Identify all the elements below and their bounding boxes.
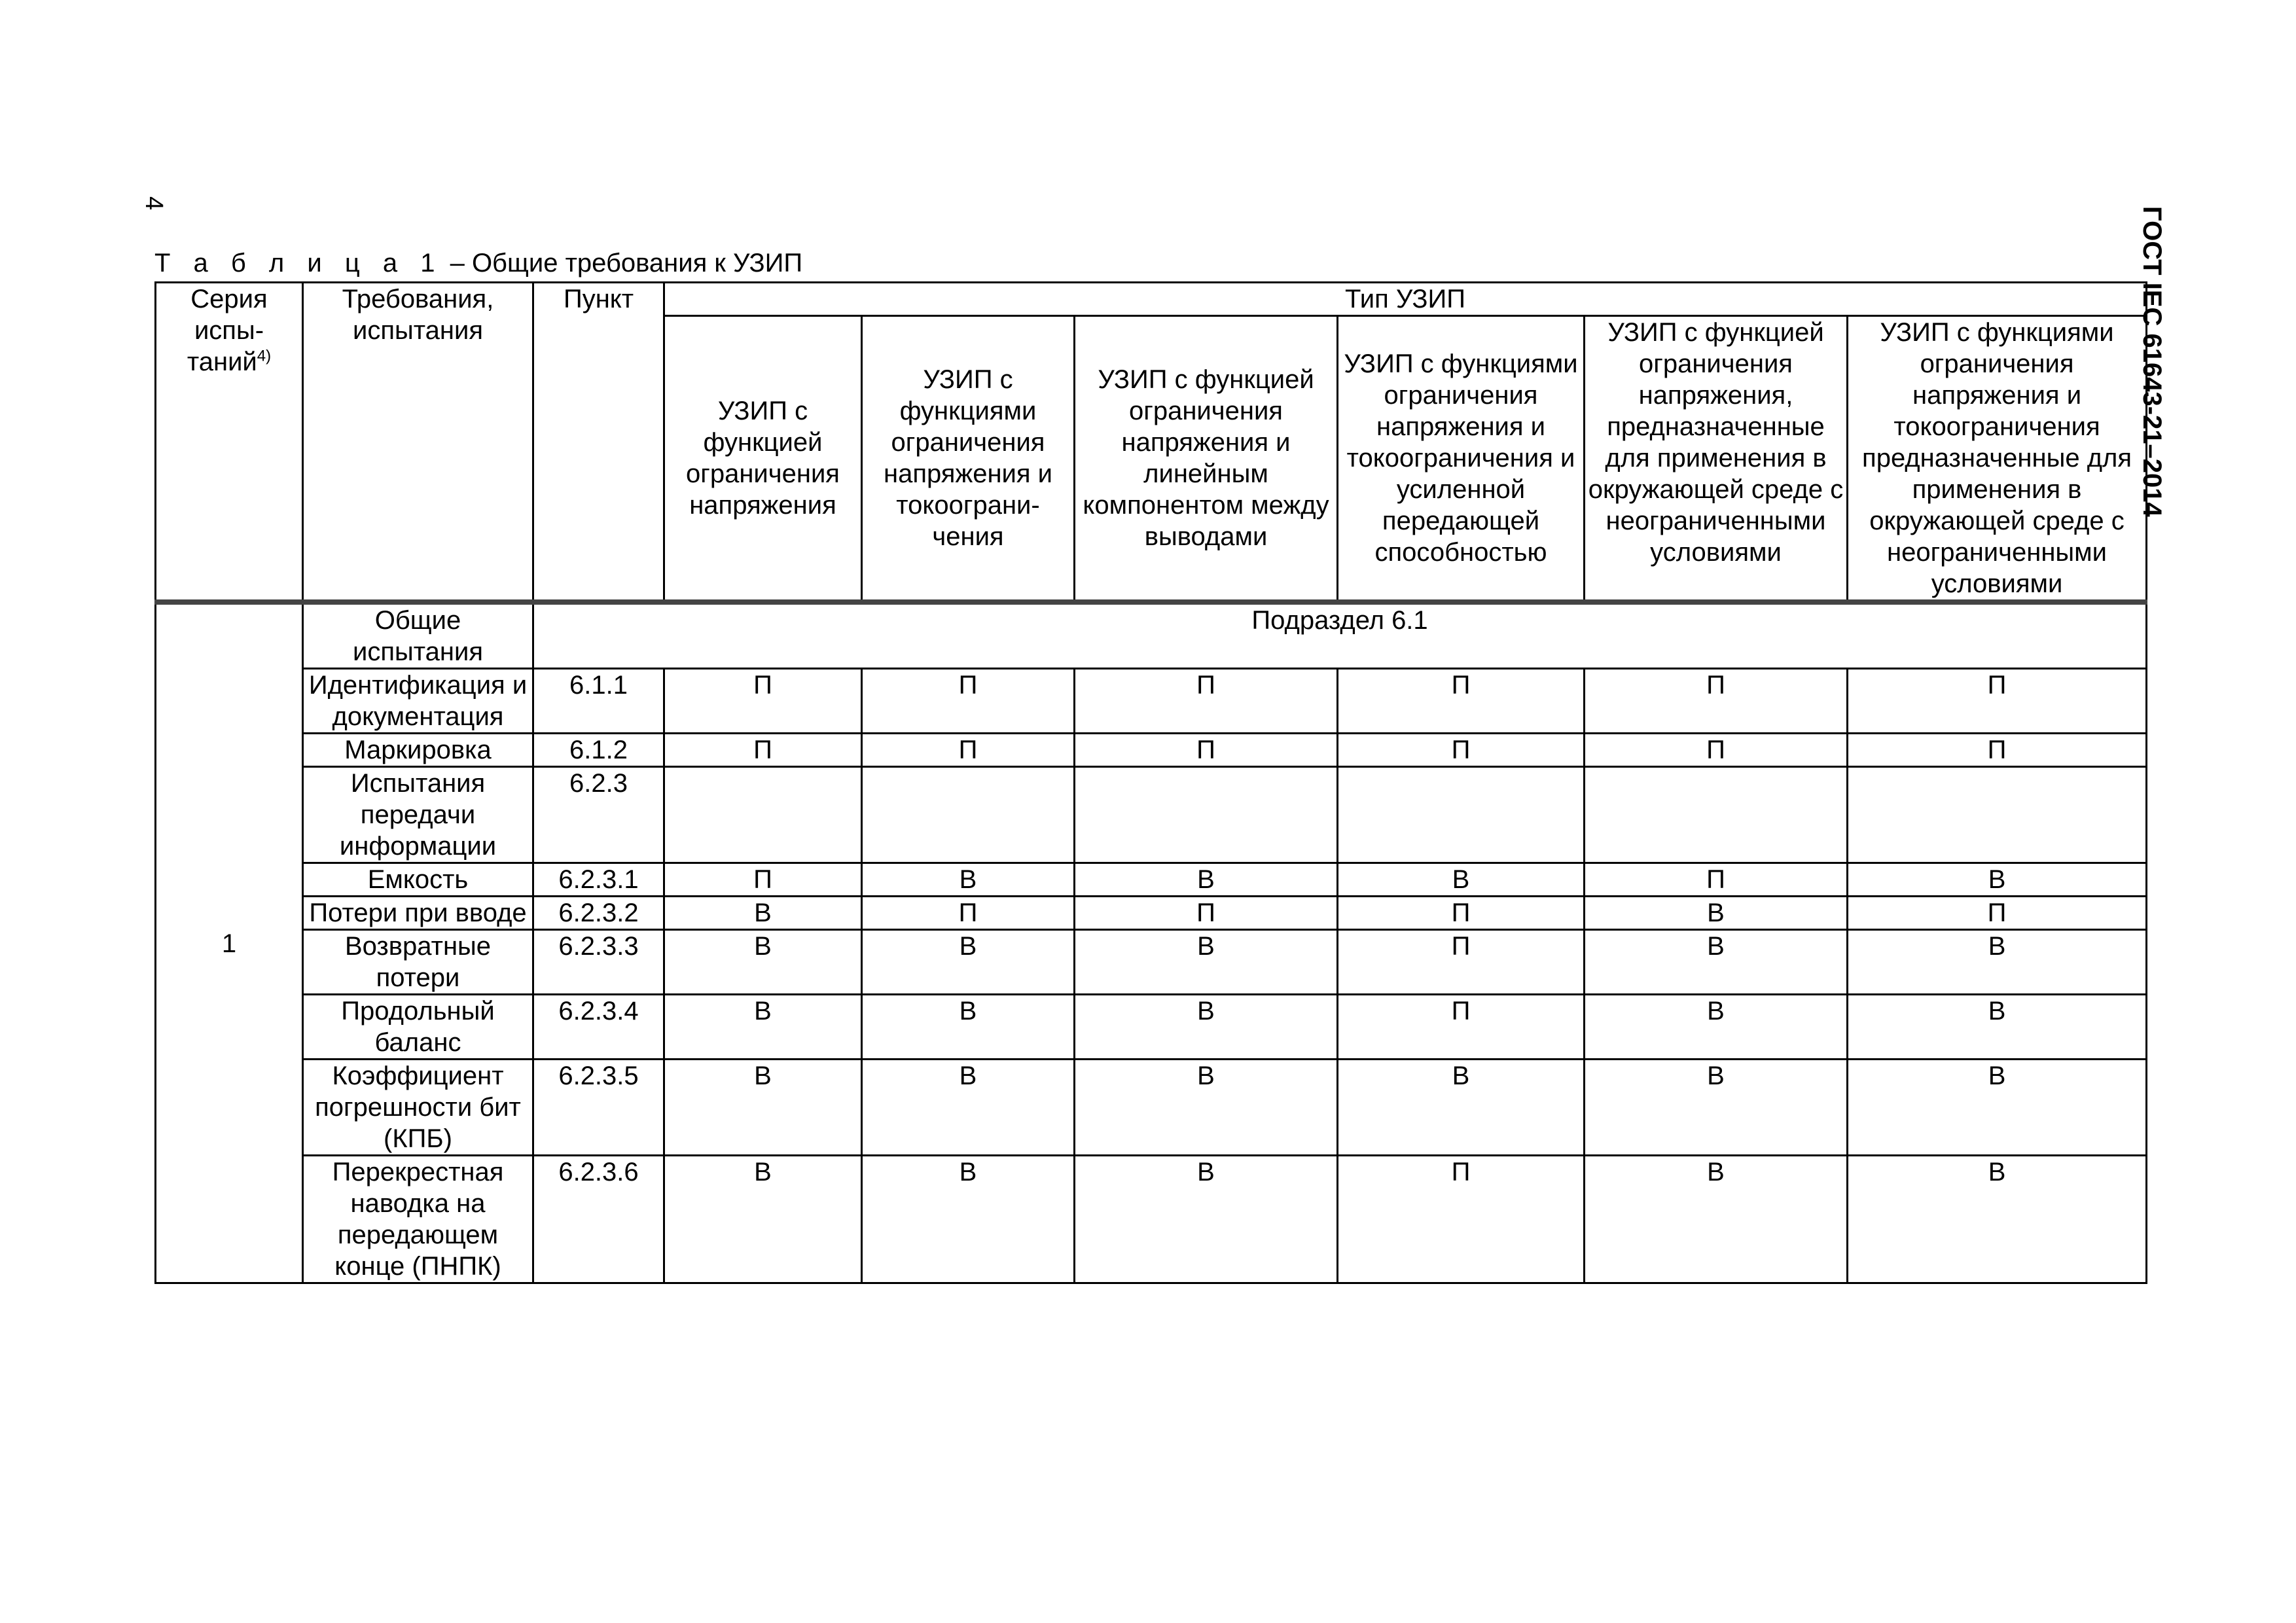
value-cell: В <box>1848 863 2147 897</box>
header-type-5: УЗИП с функцией ограничения напряжения, предназначенные для применения в окружающей среде с неограниченными условиями <box>1585 316 1848 603</box>
value-cell: В <box>1338 1060 1585 1156</box>
value-cell: В <box>1585 930 1848 995</box>
table-row <box>156 602 2147 669</box>
value-cell: П <box>1075 734 1338 767</box>
value-cell: П <box>1075 669 1338 734</box>
series-footnote-mark: 4) <box>257 347 272 365</box>
table-row <box>156 930 2147 995</box>
table-row <box>156 995 2147 1060</box>
header-type-2: УЗИП с функциями ограничения напряжения и токоограни-чения <box>862 316 1075 603</box>
table-row <box>156 734 2147 767</box>
table-row <box>156 863 2147 897</box>
value-cell: В <box>1075 1156 1338 1283</box>
document-code: ГОСТ IEC 61643-21–2014 <box>2138 206 2166 517</box>
table-title-text: – Общие требования к УЗИП <box>442 249 803 277</box>
requirement-cell: Возвратные потери <box>303 930 533 995</box>
clause-cell: 6.2.3.3 <box>533 930 664 995</box>
value-cell: В <box>862 1156 1075 1283</box>
value-cell: В <box>664 897 862 930</box>
value-cell: В <box>1585 995 1848 1060</box>
value-cell: П <box>1338 930 1585 995</box>
value-cell: В <box>862 863 1075 897</box>
value-cell: В <box>862 995 1075 1060</box>
table-row <box>156 1156 2147 1283</box>
value-cell: В <box>1848 1156 2147 1283</box>
header-type-6: УЗИП с функциями ограничения напряжения и токоограничения предназначенные для применения в окружающей среде с неограниченными условиями <box>1848 316 2147 603</box>
header-series <box>156 283 303 603</box>
clause-cell: 6.1.1 <box>533 669 664 734</box>
requirement-cell: Идентификация и документация <box>303 669 533 734</box>
value-cell <box>1848 767 2147 863</box>
table-row <box>156 1060 2147 1156</box>
value-cell: П <box>664 734 862 767</box>
header-type-1: УЗИП с функцией ограничения напряжения <box>664 316 862 603</box>
value-cell: В <box>1848 1060 2147 1156</box>
value-cell: В <box>862 1060 1075 1156</box>
value-cell: В <box>1585 1060 1848 1156</box>
value-cell: В <box>1338 863 1585 897</box>
series-cell: 1 <box>156 602 303 1283</box>
value-cell: П <box>1848 897 2147 930</box>
value-cell: В <box>1585 1156 1848 1283</box>
value-cell: П <box>1338 897 1585 930</box>
value-cell: П <box>1585 734 1848 767</box>
requirements-table <box>154 281 2147 1284</box>
requirement-cell: Потери при вводе <box>303 897 533 930</box>
value-cell: В <box>1848 930 2147 995</box>
header-series-text: Серия испы-таний <box>187 285 268 376</box>
header-type-group: Тип УЗИП <box>664 283 2147 316</box>
value-cell <box>1075 767 1338 863</box>
value-cell <box>1338 767 1585 863</box>
value-cell: В <box>1585 897 1848 930</box>
requirement-cell: Общие испытания <box>303 602 533 669</box>
value-cell: П <box>1585 669 1848 734</box>
table-title <box>154 249 802 278</box>
value-cell: П <box>1338 734 1585 767</box>
value-cell: П <box>1848 734 2147 767</box>
value-cell: П <box>1075 897 1338 930</box>
value-cell: В <box>862 930 1075 995</box>
value-cell: В <box>1075 1060 1338 1156</box>
value-cell: П <box>862 669 1075 734</box>
value-cell <box>664 767 862 863</box>
value-cell: П <box>1338 669 1585 734</box>
value-cell: П <box>1585 863 1848 897</box>
header-requirements: Требования, испытания <box>303 283 533 603</box>
clause-cell: 6.2.3.6 <box>533 1156 664 1283</box>
value-cell: П <box>1338 995 1585 1060</box>
requirement-cell: Емкость <box>303 863 533 897</box>
subsection-cell: Подраздел 6.1 <box>533 602 2147 669</box>
requirement-cell: Коэффициент погрешности бит (КПБ) <box>303 1060 533 1156</box>
clause-cell: 6.2.3.4 <box>533 995 664 1060</box>
value-cell: П <box>862 897 1075 930</box>
value-cell: В <box>664 930 862 995</box>
table-row <box>156 669 2147 734</box>
table-title-label: Т а б л и ц а 1 <box>154 249 443 277</box>
header-clause: Пункт <box>533 283 664 603</box>
header-type-4: УЗИП с функциями ограничения напряжения и токоограничения и усиленной передающей способностью <box>1338 316 1585 603</box>
requirement-cell: Продольный баланс <box>303 995 533 1060</box>
value-cell: П <box>1338 1156 1585 1283</box>
value-cell: В <box>1075 930 1338 995</box>
value-cell: П <box>664 863 862 897</box>
table-row <box>156 767 2147 863</box>
value-cell: В <box>664 995 862 1060</box>
value-cell: В <box>664 1060 862 1156</box>
clause-cell: 6.2.3.2 <box>533 897 664 930</box>
requirement-cell: Перекрестная наводка на передающем конце (ПНПК) <box>303 1156 533 1283</box>
value-cell: В <box>1848 995 2147 1060</box>
clause-cell: 6.1.2 <box>533 734 664 767</box>
page-number: 4 <box>140 196 168 211</box>
value-cell: В <box>1075 995 1338 1060</box>
clause-cell: 6.2.3.5 <box>533 1060 664 1156</box>
table-row <box>156 897 2147 930</box>
header-row-top <box>156 283 2147 316</box>
value-cell: П <box>862 734 1075 767</box>
value-cell <box>1585 767 1848 863</box>
value-cell: П <box>664 669 862 734</box>
requirement-cell: Испытания передачи информации <box>303 767 533 863</box>
value-cell: П <box>1848 669 2147 734</box>
value-cell <box>862 767 1075 863</box>
header-type-3: УЗИП с функцией ограничения напряжения и линейным компонентом между выводами <box>1075 316 1338 603</box>
requirement-cell: Маркировка <box>303 734 533 767</box>
clause-cell: 6.2.3.1 <box>533 863 664 897</box>
value-cell: В <box>1075 863 1338 897</box>
value-cell: В <box>664 1156 862 1283</box>
clause-cell: 6.2.3 <box>533 767 664 863</box>
